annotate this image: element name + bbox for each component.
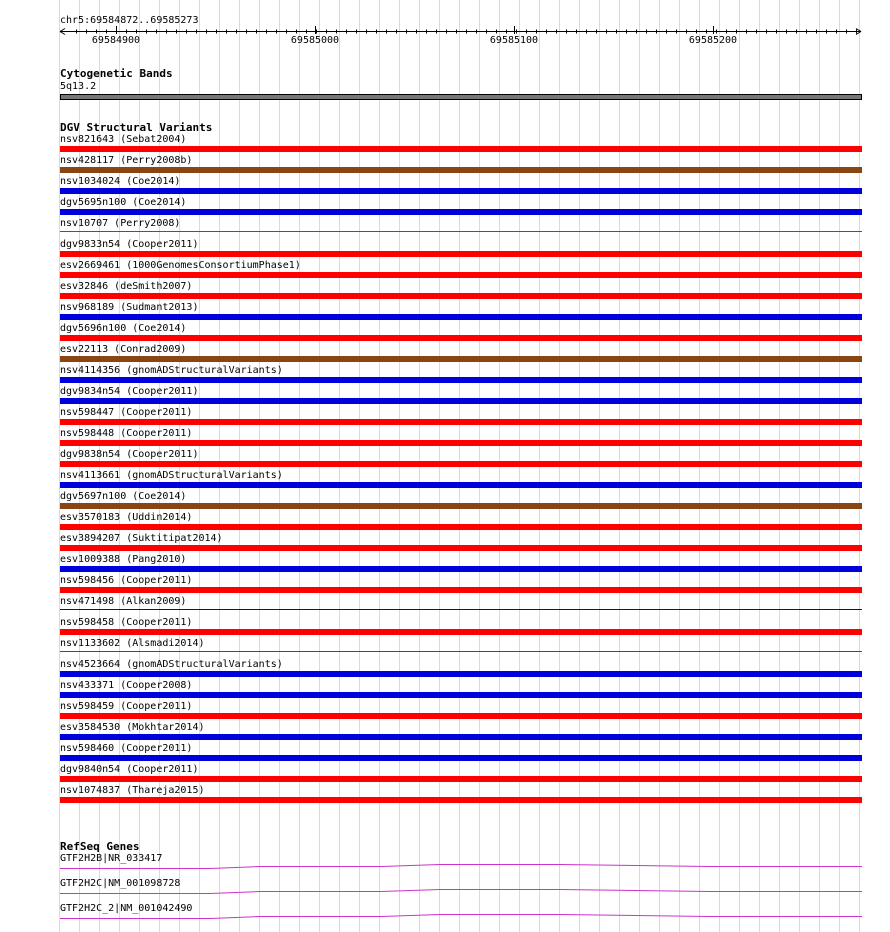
gene-label: GTF2H2C_2|NM_001042490 — [60, 903, 193, 914]
variant-bar[interactable] — [60, 776, 862, 782]
gene-model[interactable] — [0, 888, 890, 896]
variant-bar[interactable] — [60, 272, 862, 278]
variant-bar[interactable] — [60, 461, 862, 467]
cytoband-label: 5q13.2 — [60, 81, 97, 92]
variant-bar[interactable] — [60, 566, 862, 572]
variant-label: nsv428117 (Perry2008b) — [60, 155, 193, 166]
coordinate-ruler — [0, 0, 890, 50]
variant-bar[interactable] — [60, 209, 862, 215]
variant-bar[interactable] — [60, 692, 862, 698]
variant-bar[interactable] — [60, 293, 862, 299]
ruler-tick-label: 69585100 — [489, 35, 539, 46]
variant-bar[interactable] — [60, 377, 862, 383]
variant-label: esv2669461 (1000GenomesConsortiumPhase1) — [60, 260, 301, 271]
cytoband-track-title: Cytogenetic Bands — [60, 67, 173, 80]
variant-label: esv32846 (deSmith2007) — [60, 281, 193, 292]
refseq-track-title: RefSeq Genes — [60, 840, 140, 853]
variant-label: nsv821643 (Sebat2004) — [60, 134, 187, 145]
variant-label: esv1009388 (Pang2010) — [60, 554, 187, 565]
gene-model[interactable] — [0, 863, 890, 871]
variant-label: nsv471498 (Alkan2009) — [60, 596, 187, 607]
variant-label: nsv598459 (Cooper2011) — [60, 701, 193, 712]
variant-bar[interactable] — [60, 713, 862, 719]
variant-bar[interactable] — [60, 755, 862, 761]
variant-label: dgv9838n54 (Cooper2011) — [60, 449, 199, 460]
variant-bar[interactable] — [60, 629, 862, 635]
variant-bar[interactable] — [60, 398, 862, 404]
variant-label: nsv1074837 (Thareja2015) — [60, 785, 205, 796]
variant-bar[interactable] — [60, 314, 862, 320]
variant-label: esv3894207 (Suktitipat2014) — [60, 533, 223, 544]
variant-bar[interactable] — [60, 482, 862, 488]
gene-model[interactable] — [0, 913, 890, 921]
variant-label: esv22113 (Conrad2009) — [60, 344, 187, 355]
ruler-tick-label: 69585000 — [290, 35, 340, 46]
gene-intron-line — [60, 915, 862, 919]
variant-label: nsv598448 (Cooper2011) — [60, 428, 193, 439]
variant-label: esv3584530 (Mokhtar2014) — [60, 722, 205, 733]
variant-label: nsv1133602 (Alsmadi2014) — [60, 638, 205, 649]
variant-bar[interactable] — [60, 545, 862, 551]
variant-bar[interactable] — [60, 356, 862, 362]
variant-label: dgv5697n100 (Coe2014) — [60, 491, 187, 502]
variant-bar[interactable] — [60, 524, 862, 530]
variant-bar[interactable] — [60, 797, 862, 803]
variant-label: nsv598447 (Cooper2011) — [60, 407, 193, 418]
variant-bar[interactable] — [60, 609, 862, 610]
variant-bar[interactable] — [60, 419, 862, 425]
cytoband-bar[interactable] — [60, 94, 862, 100]
gene-intron-line — [60, 865, 862, 869]
variant-bar[interactable] — [60, 231, 862, 232]
variant-label: dgv9833n54 (Cooper2011) — [60, 239, 199, 250]
variant-bar[interactable] — [60, 251, 862, 257]
variant-label: nsv598456 (Cooper2011) — [60, 575, 193, 586]
ruler-tick-label: 69585200 — [688, 35, 738, 46]
variant-bar[interactable] — [60, 651, 862, 652]
variant-bar[interactable] — [60, 734, 862, 740]
variant-label: nsv598460 (Cooper2011) — [60, 743, 193, 754]
variant-bar[interactable] — [60, 146, 862, 152]
variant-bar[interactable] — [60, 503, 862, 509]
ruler-tick-label: 69584900 — [91, 35, 141, 46]
dgv-track-title: DGV Structural Variants — [60, 121, 213, 134]
gene-label: GTF2H2C|NM_001098728 — [60, 878, 181, 889]
variant-label: nsv4114356 (gnomADStructuralVariants) — [60, 365, 283, 376]
variant-bar[interactable] — [60, 335, 862, 341]
variant-bar[interactable] — [60, 188, 862, 194]
variant-label: nsv10707 (Perry2008) — [60, 218, 181, 229]
variant-bar[interactable] — [60, 671, 862, 677]
gene-label: GTF2H2B|NR_033417 — [60, 853, 163, 864]
variant-label: dgv5695n100 (Coe2014) — [60, 197, 187, 208]
variant-label: dgv5696n100 (Coe2014) — [60, 323, 187, 334]
variant-label: nsv4113661 (gnomADStructuralVariants) — [60, 470, 283, 481]
variant-label: nsv968189 (Sudmant2013) — [60, 302, 199, 313]
variant-label: nsv1034024 (Coe2014) — [60, 176, 181, 187]
variant-label: esv3570183 (Uddin2014) — [60, 512, 193, 523]
variant-label: nsv4523664 (gnomADStructuralVariants) — [60, 659, 283, 670]
variant-label: dgv9840n54 (Cooper2011) — [60, 764, 199, 775]
variant-bar[interactable] — [60, 167, 862, 173]
variant-label: nsv598458 (Cooper2011) — [60, 617, 193, 628]
gene-intron-line — [60, 890, 862, 894]
variant-bar[interactable] — [60, 440, 862, 446]
variant-label: dgv9834n54 (Cooper2011) — [60, 386, 199, 397]
position-label: chr5:69584872..69585273 — [60, 15, 199, 26]
variant-bar[interactable] — [60, 587, 862, 593]
variant-label: nsv433371 (Cooper2008) — [60, 680, 193, 691]
